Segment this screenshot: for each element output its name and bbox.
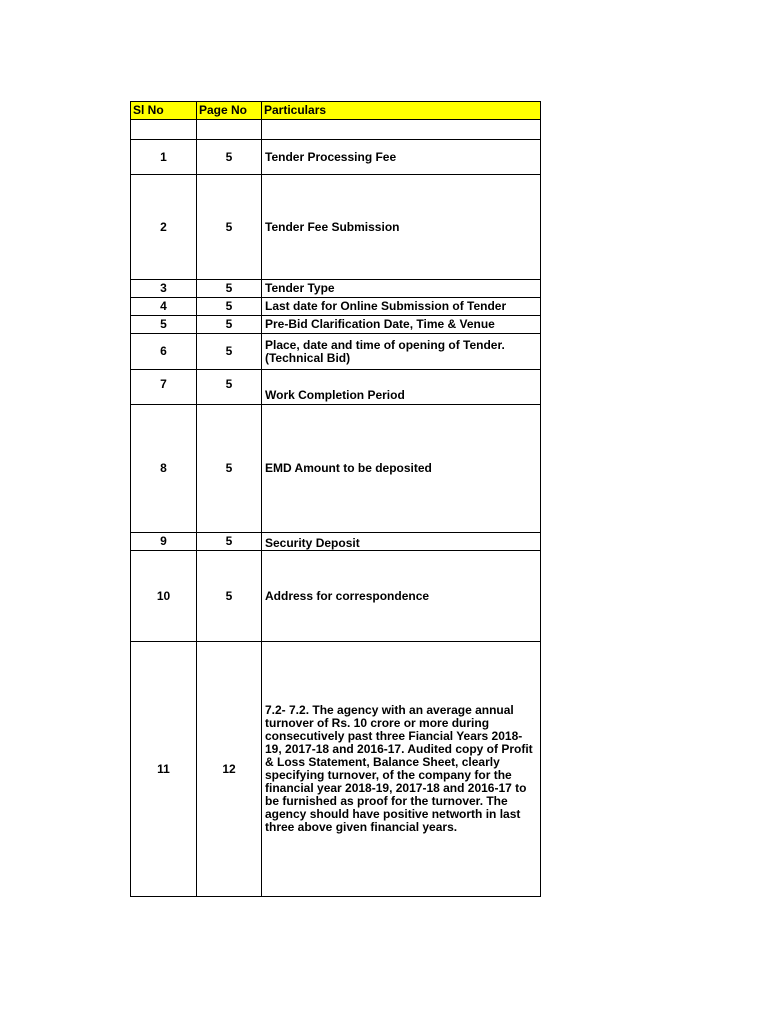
table-row <box>131 175 541 280</box>
sl-no-cell: 2 <box>131 175 197 280</box>
table-row <box>131 334 541 370</box>
table-row-blank <box>131 120 541 140</box>
sl-no-cell: 1 <box>131 140 197 175</box>
table-row <box>131 551 541 642</box>
table-row <box>131 533 541 551</box>
page-no-cell: 5 <box>197 405 262 533</box>
page-no-cell: 5 <box>197 280 262 298</box>
page-no-cell: 5 <box>197 298 262 316</box>
particulars-cell: EMD Amount to be deposited <box>262 405 541 533</box>
table-row <box>131 370 541 405</box>
empty-cell <box>262 120 541 140</box>
empty-cell <box>197 120 262 140</box>
sl-no-cell: 10 <box>131 551 197 642</box>
header-sl-no: Sl No <box>131 102 197 120</box>
page-no-cell: 5 <box>197 175 262 280</box>
table-row <box>131 316 541 334</box>
header-row <box>131 102 541 120</box>
page-no-cell: 5 <box>197 316 262 334</box>
particulars-cell: Last date for Online Submission of Tender <box>262 298 541 316</box>
sl-no-cell: 3 <box>131 280 197 298</box>
page-no-cell: 5 <box>197 533 262 551</box>
empty-cell <box>131 120 197 140</box>
table-row <box>131 280 541 298</box>
table-row <box>131 140 541 175</box>
page-no-cell: 5 <box>197 334 262 370</box>
sl-no-cell: 5 <box>131 316 197 334</box>
sl-no-cell: 4 <box>131 298 197 316</box>
sl-no-cell: 7 <box>131 370 197 405</box>
sl-no-cell: 11 <box>131 642 197 897</box>
page-no-cell: 12 <box>197 642 262 897</box>
table-row <box>131 642 541 897</box>
page-no-cell: 5 <box>197 140 262 175</box>
page-no-cell: 5 <box>197 370 262 405</box>
particulars-table <box>130 101 541 897</box>
header-particulars: Particulars <box>262 102 541 120</box>
sl-no-cell: 8 <box>131 405 197 533</box>
particulars-cell: Address for correspondence <box>262 551 541 642</box>
particulars-cell: Work Completion Period <box>262 370 541 405</box>
particulars-cell: Tender Fee Submission <box>262 175 541 280</box>
sl-no-cell: 9 <box>131 533 197 551</box>
particulars-cell: 7.2- 7.2. The agency with an average annual turnover of Rs. 10 crore or more during consecutively past three Fiancial Years 2018-19, 2017-18 and 2016-17. Audited copy of Profit & Loss Statement, Balance Sheet, clearly specifying turnover, of the company for the financial year 2018-19, 2017-18 and 2016-17 to be furnished as proof for the turnover. The agency should have positive networth in last three above given financial years. <box>262 642 541 897</box>
particulars-cell: Tender Processing Fee <box>262 140 541 175</box>
particulars-cell: Security Deposit <box>262 533 541 551</box>
page-no-cell: 5 <box>197 551 262 642</box>
particulars-cell: Tender Type <box>262 280 541 298</box>
header-page-no: Page No <box>197 102 262 120</box>
particulars-cell: Pre-Bid Clarification Date, Time & Venue <box>262 316 541 334</box>
particulars-cell: Place, date and time of opening of Tender. (Technical Bid) <box>262 334 541 370</box>
sl-no-cell: 6 <box>131 334 197 370</box>
table-row <box>131 298 541 316</box>
table-row <box>131 405 541 533</box>
